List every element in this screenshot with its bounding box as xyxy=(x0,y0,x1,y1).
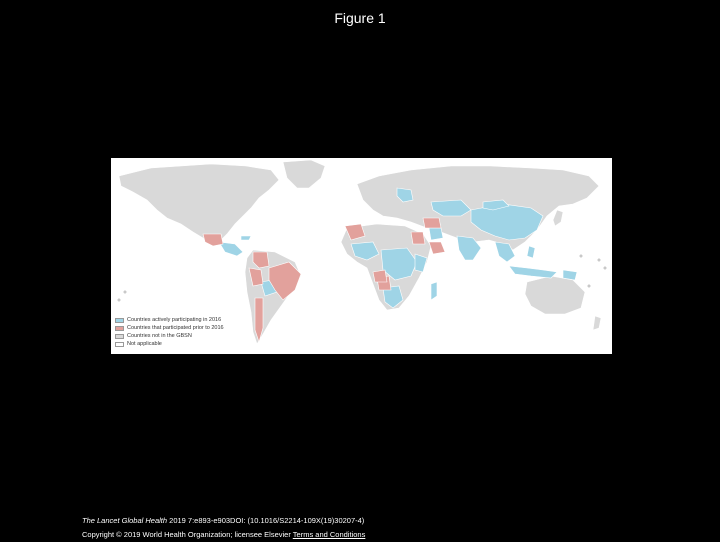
japan xyxy=(553,210,563,226)
madagascar xyxy=(431,282,437,300)
middle-east-active xyxy=(429,228,443,240)
legend-item-not-in-network xyxy=(115,332,224,340)
angola xyxy=(373,270,387,282)
legend-swatch-white xyxy=(115,342,124,347)
arabia xyxy=(429,242,445,254)
citation-line xyxy=(82,514,365,528)
legend-item-active xyxy=(115,316,224,324)
legend-label: Countries actively participating in 2016 xyxy=(127,317,222,323)
terms-and-conditions-link[interactable]: Terms and Conditions xyxy=(292,530,366,539)
south-america xyxy=(245,250,301,344)
copyright-text: Copyright © 2019 World Health Organization; licensee Elsevier xyxy=(82,530,291,539)
legend-item-prior xyxy=(115,324,224,332)
legend-swatch-prior xyxy=(115,326,124,331)
philippines xyxy=(527,246,535,258)
png xyxy=(563,270,577,280)
middle-east-prior xyxy=(423,218,441,228)
egypt xyxy=(411,232,425,244)
legend-swatch-active xyxy=(115,318,124,323)
map-legend xyxy=(115,316,224,348)
indonesia xyxy=(509,266,557,278)
journal-name: The Lancet Global Health xyxy=(82,516,168,525)
figure-title: Figure 1 xyxy=(334,10,386,26)
australia xyxy=(525,276,585,314)
legend-item-not-applicable xyxy=(115,340,224,348)
legend-label: Countries that participated prior to 2016 xyxy=(127,325,224,331)
figure-footer xyxy=(82,514,365,542)
legend-swatch-grey xyxy=(115,334,124,339)
greenland xyxy=(283,160,325,188)
new-zealand xyxy=(593,316,601,330)
legend-label: Not applicable xyxy=(127,341,162,347)
north-america xyxy=(119,164,279,244)
world-map xyxy=(111,158,612,354)
legend-label: Countries not in the GBSN xyxy=(127,333,192,339)
caribbean xyxy=(241,236,251,240)
citation-doi: 2019 7:e893-e903DOI: (10.1016/S2214-109X(19)30207-4) xyxy=(167,516,365,525)
mexico xyxy=(203,234,223,246)
